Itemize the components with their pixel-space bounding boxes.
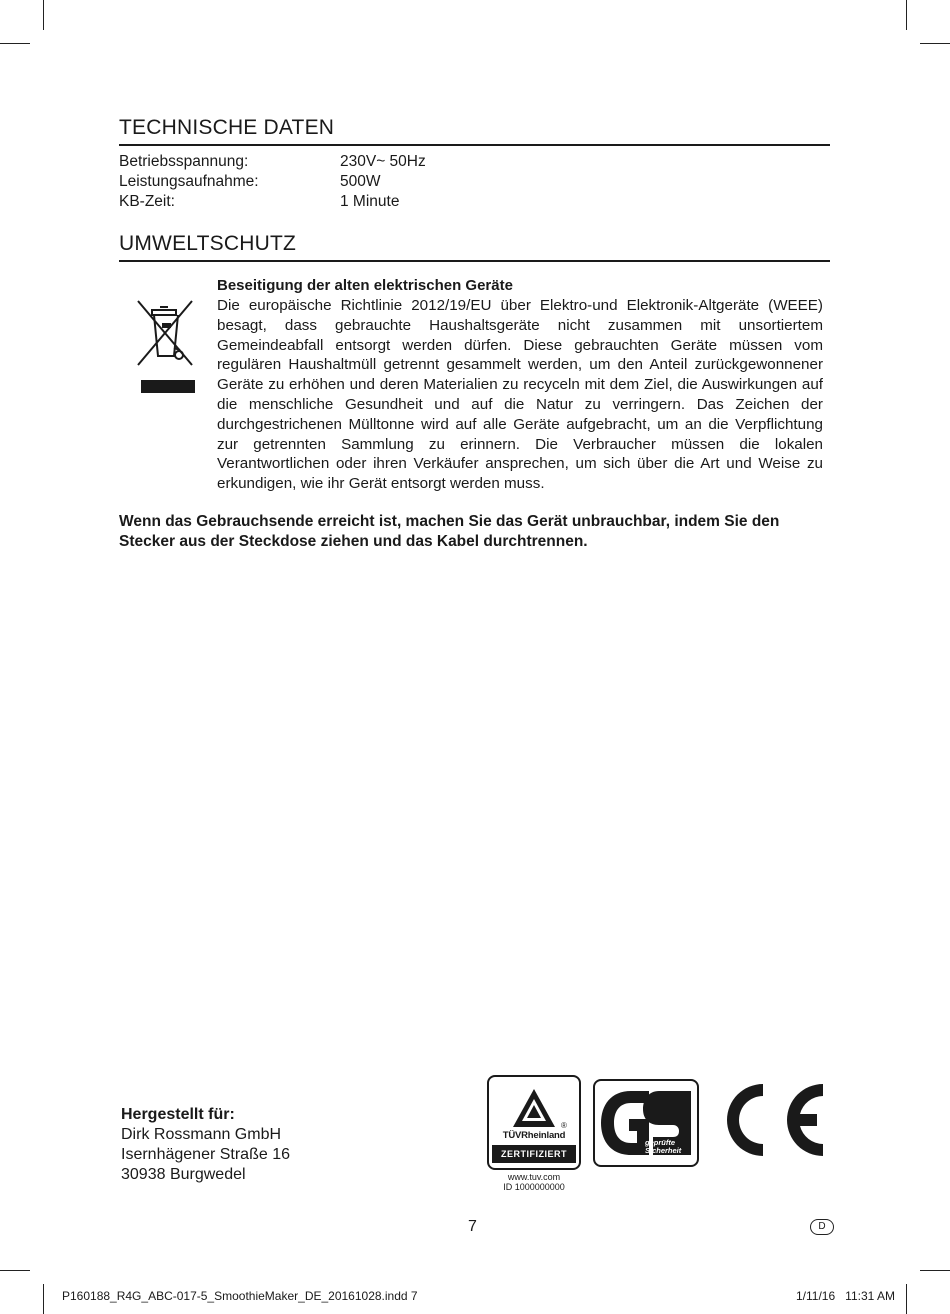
tuv-certified-label: ZERTIFIZIERT xyxy=(492,1145,576,1163)
spec-label: Leistungsaufnahme: xyxy=(119,173,259,190)
crop-mark xyxy=(906,1284,907,1314)
weee-crossed-bin-icon xyxy=(136,298,198,398)
manufacturer-line: 30938 Burgwedel xyxy=(121,1166,246,1183)
manufacturer-block xyxy=(121,1105,290,1185)
tuv-triangle-icon xyxy=(511,1087,557,1129)
section-title-environment: UMWELTSCHUTZ xyxy=(119,231,830,262)
tuv-brand: TÜVRheinland xyxy=(502,1130,566,1141)
gs-text-line: Sicherheit xyxy=(645,1146,682,1155)
manufacturer-heading: Hergestellt für: xyxy=(121,1106,235,1123)
crop-mark xyxy=(0,1270,30,1271)
tuv-rheinland-mark xyxy=(487,1075,581,1170)
manufacturer-line: Dirk Rossmann GmbH xyxy=(121,1126,282,1143)
footer-date: 1/11/16 xyxy=(796,1289,836,1303)
footer-time: 11:31 AM xyxy=(845,1289,895,1303)
registered-icon: ® xyxy=(561,1121,567,1130)
crop-mark xyxy=(0,43,30,44)
crop-mark xyxy=(920,43,950,44)
spec-label: KB-Zeit: xyxy=(119,193,175,210)
gs-text-line: geprüfte xyxy=(645,1138,675,1147)
spec-value: 230V~ 50Hz xyxy=(340,153,426,170)
footer-timestamp xyxy=(796,1289,895,1303)
spec-value: 1 Minute xyxy=(340,193,400,210)
weee-subtitle: Beseitigung der alten elektrischen Geräte xyxy=(217,277,513,294)
tuv-url-block xyxy=(488,1172,580,1192)
language-badge: D xyxy=(810,1219,834,1235)
page-number: 7 xyxy=(468,1218,477,1235)
crop-mark xyxy=(43,1284,44,1314)
manufacturer-line: Isernhägener Straße 16 xyxy=(121,1146,290,1163)
disposal-warning: Wenn das Gebrauchsende erreicht ist, machen Sie das Gerät unbrauchbar, indem Sie den Stecker aus der Steckdose ziehen und das Kabel durchtrennen. xyxy=(119,513,780,550)
footer-filename: P160188_R4G_ABC-017-5_SmoothieMaker_DE_20161028.indd 7 xyxy=(62,1289,418,1303)
spec-label: Betriebsspannung: xyxy=(119,153,249,170)
weee-body-text: Die europäische Richtlinie 2012/19/EU über Elektro-und Elektronik-Altgeräte (WEEE) besagt, dass gebrauchte Haushaltsgeräte nicht zusammen mit unsortiertem Gemeindeabfall entsorgt werden dürfen. Diese gebrauchten Geräte müssen vom regulären Haushaltmüll getrennt gesammelt werden, um den Anteil zurückgewonnener Geräte zu erhöhen und deren Materialien zu recyceln mit dem Ziel, die Auswirkungen auf die menschliche Gesundheit und auf die Natur zu verringern. Das Zeichen der durchgestrichenen Mülltonne wird auf alle Geräte aufgebracht, um an die Verpflichtung zur getrennten Sammlung zu erinnern. Die Verbraucher müssen die lokalen Verantwortlichen oder ihren Verkäufer ansprechen, um sich über die Art und Weise zu erkundigen, wie ihr Gerät entsorgt werden muss. xyxy=(217,297,823,493)
tuv-url: www.tuv.com xyxy=(507,1172,561,1182)
crop-mark xyxy=(920,1270,950,1271)
section-title-technical: TECHNISCHE DATEN xyxy=(119,115,830,146)
crop-mark xyxy=(906,0,907,30)
gs-mark xyxy=(593,1079,699,1167)
spec-value: 500W xyxy=(340,173,381,190)
ce-mark xyxy=(717,1080,827,1160)
gs-text xyxy=(645,1139,681,1155)
crop-mark xyxy=(43,0,44,30)
tuv-id: ID 1000000000 xyxy=(503,1182,565,1192)
